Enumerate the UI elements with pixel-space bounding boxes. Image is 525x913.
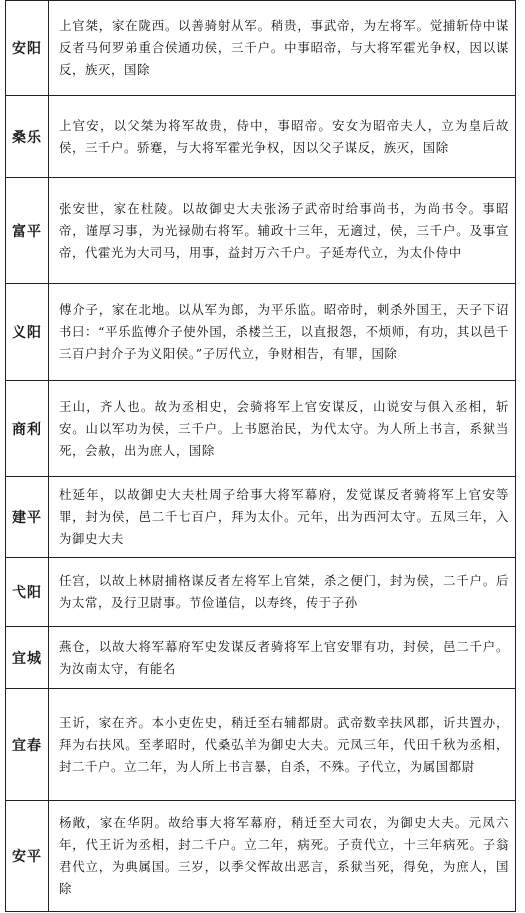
table-row <box>6 627 516 689</box>
table-row <box>6 801 516 912</box>
record-text-cell: 王山，齐人也。故为丞相史，会骑将军上官安谋反，山说安与俱入丞相，斩安。山以军功为侯，三千户。上书愿治民，为代太守。为人所上书言，系狱当死，会赦，出为庶人，国除 <box>49 381 516 477</box>
table-row <box>6 284 516 381</box>
record-text-cell: 王䜣，家在齐。本小吏佐史，稍迁至右辅都尉。武帝数幸扶风郡，䜣共置办，拜为右扶风。至孝昭时，代桑弘羊为御史大夫。元凤三年，代田千秋为丞相，封二千户。立二年，为人所上书言暴，自杀，不殊。子代立，为属国都尉 <box>49 689 516 801</box>
marquis-records-table <box>5 0 516 912</box>
table-row <box>6 558 516 627</box>
table-row <box>6 96 516 178</box>
table-row <box>6 477 516 558</box>
place-name-cell: 商利 <box>6 381 49 477</box>
table-row <box>6 178 516 284</box>
record-text-cell: 上官安，以父桀为将军故贵，侍中，事昭帝。安女为昭帝夫人，立为皇后故侯，三千户。骄蹇，与大将军霍光争权，因以父子谋反，族灭，国除 <box>49 96 516 178</box>
record-text-cell: 张安世，家在杜陵。以故御史大夫张汤子武帝时给事尚书，为尚书令。事昭帝，谨厚习事，为光禄勋右将军。辅政十三年，无適过，侯，三千户。及事宣帝，代霍光为大司马，用事，益封万六千户。子延寿代立，为太仆侍中 <box>49 178 516 284</box>
place-name-cell: 弋阳 <box>6 558 49 627</box>
place-name-cell: 桑乐 <box>6 96 49 178</box>
table-row <box>6 381 516 477</box>
record-text-cell: 上官桀，家在陇西。以善骑射从军。稍贵，事武帝，为左将军。觉捕斩侍中谋反者马何罗弟重合侯通功侯，三千户。中事昭帝，与大将军霍光争权，因以谋反，族灭，国除 <box>49 1 516 96</box>
record-text-cell: 傅介子，家在北地。以从军为郎，为平乐监。昭帝时，刺杀外国王，天子下诏书曰：“平乐监傅介子使外国，杀楼兰王，以直报怨，不烦师，有功，其以邑千三百户封介子为义阳侯。”子厉代立，争财相告，有罪，国除 <box>49 284 516 381</box>
place-name-cell: 宜春 <box>6 689 49 801</box>
place-name-cell: 富平 <box>6 178 49 284</box>
place-name-cell: 宜城 <box>6 627 49 689</box>
place-name-cell: 建平 <box>6 477 49 558</box>
table-row <box>6 689 516 801</box>
record-text-cell: 任宫，以故上林尉捕格谋反者左将军上官桀，杀之便门，封为侯，二千户。后为太常，及行卫尉事。节俭谨信，以寿终，传于子孙 <box>49 558 516 627</box>
record-text-cell: 杨敞，家在华阴。故给事大将军幕府，稍迁至大司农，为御史大夫。元凤六年，代王䜣为丞相，封二千户。立二年，病死。子贲代立，十三年病死。子翁君代立，为典属国。三岁，以季父恽故出恶言，系狱当死，得免，为庶人，国除 <box>49 801 516 912</box>
place-name-cell: 义阳 <box>6 284 49 381</box>
record-text-cell: 杜延年，以故御史大夫杜周子给事大将军幕府，发觉谋反者骑将军上官安等罪，封为侯，邑二千七百户，拜为太仆。元年，出为西河太守。五凤三年，入为御史大夫 <box>49 477 516 558</box>
place-name-cell: 安阳 <box>6 1 49 96</box>
record-text-cell: 燕仓，以故大将军幕府军史发谋反者骑将军上官安罪有功，封侯，邑二千户。为汝南太守，有能名 <box>49 627 516 689</box>
place-name-cell: 安平 <box>6 801 49 912</box>
table-row <box>6 1 516 96</box>
